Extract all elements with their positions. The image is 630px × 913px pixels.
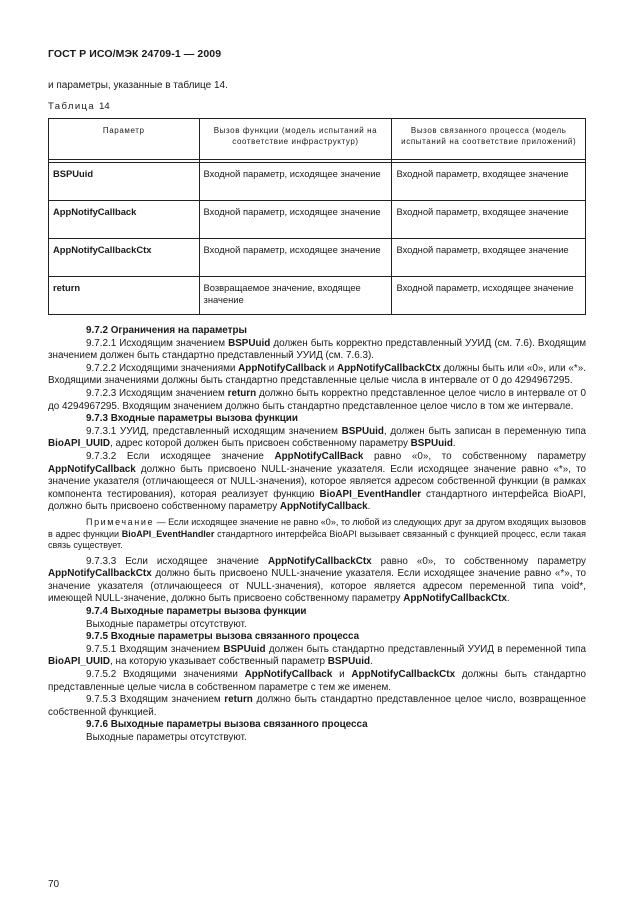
document-body: [48, 325, 586, 745]
paragraph-9733: 9.7.3.3 Если исходящее значение AppNotifyCallbackCtx равно «0», то собственному параметру AppNotifyCallbackCtx должно быть присвоено NULL-значение указателя. Если исходящее значение равно «*», то значение указателя (отличающееся от NULL-значения), которое является адресом переменной типа void*, имеющей NULL-значение, должно быть присвоено собственному параметру AppNotifyCallbackCtx.: [48, 555, 586, 605]
param-name: AppNotifyCallbackCtx: [49, 239, 200, 277]
paragraph-9753: 9.7.5.3 Входящим значением return должно быть стандартно представленное целое число, возвращенное собственной функцией.: [48, 694, 586, 718]
column-header-parameter: Параметр: [49, 119, 200, 160]
section-heading-972: 9.7.2 Ограничения на параметры: [86, 325, 247, 336]
table-row: [49, 163, 586, 201]
section-heading-973: 9.7.3 Входные параметры вызова функции: [86, 413, 298, 425]
paragraph-9723: 9.7.2.3 Исходящим значением return должно быть корректно представленное целое число в интервале от 0 до 4294967295. Входящим значением должно быть стандартно представленное целое число в том же интервале.: [48, 387, 587, 412]
page-number: 70: [48, 879, 60, 890]
function-call-cell: Входной параметр, исходящее значение: [199, 163, 392, 201]
function-call-cell: Входной параметр, исходящее значение: [199, 201, 392, 239]
paragraph-9731: 9.7.3.1 УУИД, представленный исходящим значением BSPUuid, должен быть записан в переменную типа BioAPI_UUID, адрес которой должен быть присвоен собственному параметру BSPUuid.: [48, 425, 586, 450]
paragraph-9721: 9.7.2.1 Исходящим значением BSPUuid должен быть корректно представленный УУИД (см. 7.6). Входящим значением должен быть стандартно представленный УУИД (см. 7.6.3).: [48, 337, 587, 362]
paragraph-9752: 9.7.5.2 Входящими значениями AppNotifyCallback и AppNotifyCallbackCtx должны быть стандартно представленные целые числа в собственном параметре с тем же именем.: [48, 669, 586, 693]
intro-text: и параметры, указанные в таблице 14.: [48, 80, 228, 91]
table-header-row: [49, 119, 586, 160]
table-caption-label: Таблица: [48, 101, 96, 112]
callback-cell: Входной параметр, входящее значение: [392, 201, 586, 239]
table-caption-number: 14: [99, 101, 110, 112]
standard-header: ГОСТ Р ИСО/МЭК 24709-1 — 2009: [48, 48, 222, 60]
note-paragraph: Примечание — Если исходящее значение не равно «0», то любой из следующих друг за другом входящих вызовов в адрес функции BioAPI_EventHandler стандартного интерфейса BioAPI вызывает связанный с функцией процесс, если такая связь существует.: [48, 516, 586, 551]
param-name: AppNotifyCallback: [49, 201, 200, 239]
section-heading-974: 9.7.4 Выходные параметры вызова функции: [86, 606, 307, 618]
table-row: [49, 277, 586, 315]
section-heading-976: 9.7.6 Выходные параметры вызова связанного процесса: [86, 719, 368, 731]
callback-cell: Входной параметр, входящее значение: [392, 239, 586, 277]
column-header-callback: Вызов связанного процесса (модель испытаний на соответствие приложений): [392, 119, 586, 160]
table-caption: [48, 101, 110, 112]
parameters-table: [48, 118, 586, 315]
section-heading-975: 9.7.5 Входные параметры вызова связанного процесса: [86, 631, 360, 643]
param-name: BSPUuid: [49, 163, 200, 201]
paragraph-9732: 9.7.3.2 Если исходящее значение AppNotifyCallBack равно «0», то собственному параметру AppNotifyCallback должно быть присвоено NULL-значение указателя. Если исходящее значение равно «*», то значение указателя (отличающееся от NULL-значения), которое является адресом собственной функции (в рамках компонента тестирования), которая реализует функцию BioAPI_EventHandler стандартного интерфейса BioAPI, должно быть присвоено собственному параметру AppNotifyCallback.: [48, 450, 587, 513]
callback-cell: Входной параметр, исходящее значение: [392, 277, 586, 315]
note-label: Примечание: [86, 516, 155, 527]
param-name: return: [49, 277, 200, 315]
callback-cell: Входной параметр, входящее значение: [392, 163, 586, 201]
paragraph-974: Выходные параметры отсутствуют.: [86, 618, 247, 630]
paragraph-9751: 9.7.5.1 Входящим значением BSPUuid должен быть стандартно представленный УУИД в переменной типа BioAPI_UUID, на которую указывает собственный параметр BSPUuid.: [48, 643, 586, 668]
paragraph-976: Выходные параметры отсутствуют.: [86, 732, 247, 743]
paragraph-9722: 9.7.2.2 Исходящими значениями AppNotifyCallback и AppNotifyCallbackCtx должны быть или «0», или «*». Входящими значениями должны быть стандартно представленные целые числа в интервале от 0 до 4294967295.: [48, 362, 586, 387]
function-call-cell: Возвращаемое значение, входящее значение: [199, 277, 392, 315]
column-header-function-call: Вызов функции (модель испытаний на соответствие инфраструктур): [199, 119, 392, 160]
table-row: [49, 201, 586, 239]
table-row: [49, 239, 586, 277]
function-call-cell: Входной параметр, исходящее значение: [199, 239, 392, 277]
